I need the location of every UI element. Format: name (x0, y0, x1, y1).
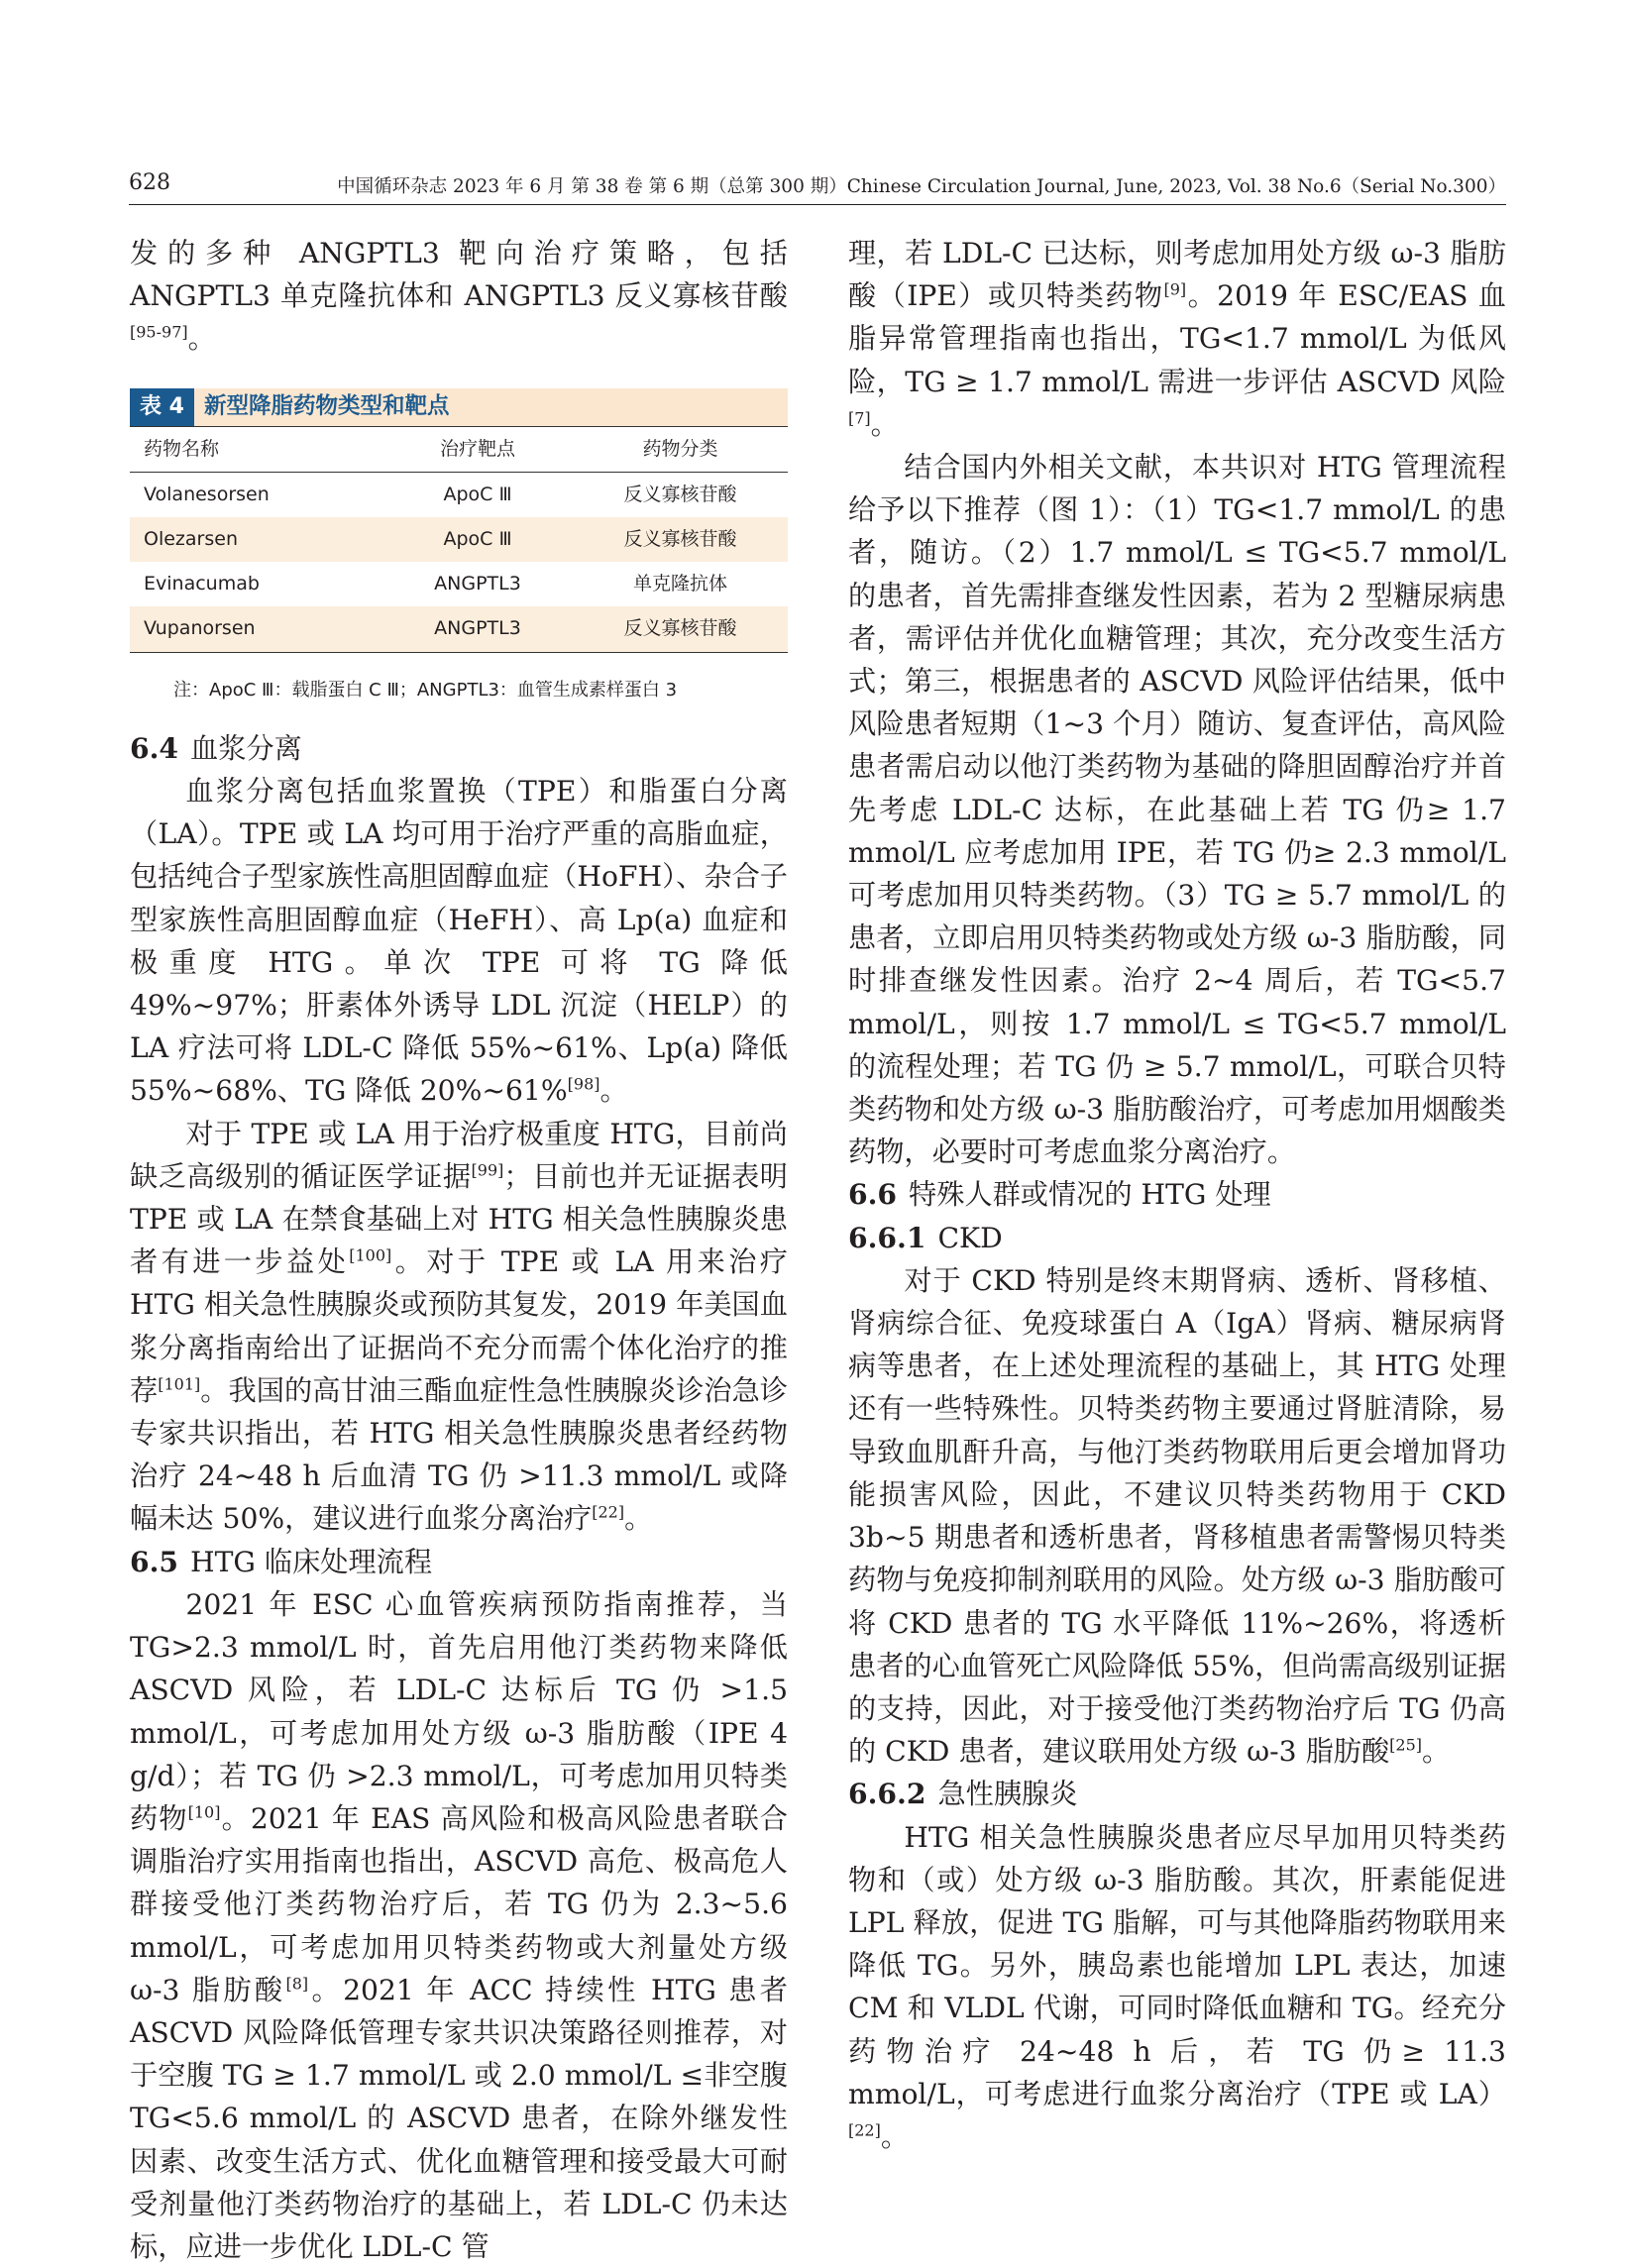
citation: [9] (1163, 279, 1187, 299)
paragraph: 对于 CKD 特别是终末期肾病、透析、肾移植、肾病综合征、免疫球蛋白 A（IgA）肾病、糖尿病肾病等患者，在上述处理流程的基础上，其 HTG 处理还有一些特殊性。贝特类药物主要通过肾脏清除，易导致血肌酐升高，与他汀类药物联用后更会增加肾功能损害风险，因此，不建议贝特类药物用于 CKD 3b~5 期患者和透析患者，肾移植患者需警惕贝特类药物与免疫抑制剂联用的风险。处方级 ω-3 脂肪酸可将 CKD 患者的 TG 水平降低 11%~26%，将透析患者的心血管死亡风险降低 55%，但尚需高级别证据的支持，因此，对于接受他汀类药物治疗后 TG 仍高的 CKD 患者，建议联用处方级 ω-3 脂肪酸[25]。 (848, 1263, 1506, 1769)
table-cell: Volanesorsen (144, 483, 270, 505)
paragraph: 理，若 LDL-C 已达标，则考虑加用处方级 ω-3 脂肪酸（IPE）或贝特类药物[9]。2019 年 ESC/EAS 血脂异常管理指南也指出，TG<1.7 mmol/L 为低风险，TG ≥ 1.7 mmol/L 需进一步评估 ASCVD 风险[7]。 (848, 237, 1506, 441)
citation: [98] (567, 1075, 600, 1095)
left-column (130, 232, 788, 2268)
citation: [7] (848, 408, 871, 428)
paragraph: 对于 TPE 或 LA 用于治疗极重度 HTG，目前尚缺乏高级别的循证医学证据[99]；目前也并无证据表明 TPE 或 LA 在禁食基础上对 HTG 相关急性胰腺炎患者有进一步益处[100]。对于 TPE 或 LA 用来治疗 HTG 相关急性胰腺炎或预防其复发，2019 年美国血浆分离指南给出了证据尚不充分而需个体化治疗的推荐[101]。我国的高甘油三酯血症性急性胰腺炎诊治急诊专家共识指出，若 HTG 相关急性胰腺炎患者经药物治疗 24~48 h 后血清 TG 仍 >11.3 mmol/L 或降幅未达 50%，建议进行血浆分离治疗[22]。 (130, 1117, 788, 1536)
subsection-heading: 6.6.2 急性胰腺炎 (848, 1778, 1078, 1811)
table-header-row (130, 426, 788, 472)
table-row (130, 606, 788, 652)
citation: [22] (592, 1503, 625, 1523)
table-title: 新型降脂药物类型和靶点 (203, 393, 450, 420)
section-heading: 6.6 特殊人群或情况的 HTG 处理 (848, 1178, 1271, 1212)
table-cell: 反义寡核苷酸 (573, 606, 788, 652)
section-heading: 6.4 血浆分离 (130, 731, 302, 765)
citation: [10] (187, 1802, 221, 1822)
paragraph: 血浆分离包括血浆置换（TPE）和脂蛋白分离（LA）。TPE 或 LA 均可用于治疗严重的高脂血症，包括纯合子型家族性高胆固醇血症（HoFH）、杂合子型家族性高胆固醇血症（HeFH）、高 Lp(a) 血症和极重度 HTG。单次 TPE 可将 TG 降低 49%~97%；肝素体外诱导 LDL 沉淀（HELP）的 LA 疗法可将 LDL-C 降低 55%~61%、Lp(a) 降低 55%~68%、TG 降低 20%~61%[98]。 (130, 775, 788, 1108)
paragraph: HTG 相关急性胰腺炎患者应尽早加用贝特类药物和（或）处方级 ω-3 脂肪酸。其次，肝素能促进 LPL 释放，促进 TG 脂解，可与其他降脂药物联用来降低 TG。另外，胰岛素也能增加 LPL 表达，加速 CM 和 VLDL 代谢，可同时降低血糖和 TG。经充分药物治疗 24~48 h 后，若 TG 仍≥ 11.3 mmol/L，可考虑进行血浆分离治疗（TPE 或 LA）[22]。 (848, 1820, 1506, 2153)
page-number: 628 (129, 170, 170, 195)
table-row (130, 472, 788, 517)
section-heading: 6.5 HTG 临床处理流程 (130, 1545, 433, 1578)
paragraph: 发的多种 ANGPTL3 靶向治疗策略，包括 ANGPTL3 单克隆抗体和 ANGPTL3 反义寡核苷酸[95-97]。 (130, 237, 788, 356)
table-cell: Evinacumab (144, 573, 260, 595)
citation: [25] (1389, 1735, 1422, 1755)
table-cell: 反义寡核苷酸 (573, 517, 788, 562)
table-label: 表 4 (130, 388, 194, 426)
table-caption (130, 388, 788, 426)
table-cell: ANGPTL3 (434, 573, 521, 595)
table-row (130, 562, 788, 606)
subsection-heading: 6.6.1 CKD (848, 1221, 1003, 1254)
citation: [101] (158, 1374, 201, 1394)
table-cell: 反义寡核苷酸 (623, 483, 737, 505)
column-header: 治疗靶点 (382, 426, 573, 472)
table-row (130, 517, 788, 562)
citation: [8] (285, 1974, 309, 1994)
table-cell: 单克隆抗体 (632, 573, 727, 595)
drug-table (130, 426, 788, 653)
paragraph: 2021 年 ESC 心血管疾病预防指南推荐，当 TG>2.3 mmol/L 时，首先启用他汀类药物来降低 ASCVD 风险，若 LDL-C 达标后 TG 仍 >1.5 mmol/L，可考虑加用处方级 ω-3 脂肪酸（IPE 4 g/d）；若 TG 仍 >2.3 mmol/L，可考虑加用贝特类药物[10]。2021 年 EAS 高风险和极高风险患者联合调脂治疗实用指南也指出，ASCVD 高危、极高危人群接受他汀类药物治疗后，若 TG 仍为 2.3~5.6 mmol/L，可考虑加用贝特类药物或大剂量处方级 ω-3 脂肪酸[8]。2021 年 ACC 持续性 HTG 患者 ASCVD 风险降低管理专家共识决策路径则推荐，对于空腹 TG ≥ 1.7 mmol/L 或 2.0 mmol/L ≤非空腹 TG<5.6 mmol/L 的 ASCVD 患者，在除外继发性因素、改变生活方式、优化血糖管理和接受最大可耐受剂量他汀类药物治疗的基础上，若 LDL-C 仍未达标，应进一步优化 LDL-C 管 (130, 1587, 788, 2263)
citation: [22] (848, 2120, 881, 2140)
citation: [95-97] (130, 323, 188, 343)
citation: [100] (349, 1245, 392, 1265)
table-4 (130, 388, 788, 711)
table-cell: ApoC Ⅲ (443, 483, 512, 505)
column-header: 药物名称 (130, 426, 382, 472)
paragraph: 结合国内外相关文献，本共识对 HTG 管理流程给予以下推荐（图 1）：（1）TG<1.7 mmol/L 的患者，随访。（2）1.7 mmol/L ≤ TG<5.7 mmol/L 的患者，首先需排查继发性因素，若为 2 型糖尿病患者，需评估并优化血糖管理；其次，充分改变生活方式；第三，根据患者的 ASCVD 风险评估结果，低中风险患者短期（1~3 个月）随访、复查评估，高风险患者需启动以他汀类药物为基础的降胆固醇治疗并首先考虑 LDL-C 达标，在此基础上若 TG 仍≥ 1.7 mmol/L 应考虑加用 IPE，若 TG 仍≥ 2.3 mmol/L 可考虑加用贝特类药物。（3）TG ≥ 5.7 mmol/L 的患者，立即启用贝特类药物或处方级 ω-3 脂肪酸，同时排查继发性因素。治疗 2~4 周后，若 TG<5.7 mmol/L，则按 1.7 mmol/L ≤ TG<5.7 mmol/L 的流程处理；若 TG 仍 ≥ 5.7 mmol/L，可联合贝特类药物和处方级 ω-3 脂肪酸治疗，可考虑加用烟酸类药物，必要时可考虑血浆分离治疗。 (848, 451, 1506, 1169)
table-cell: ANGPTL3 (382, 606, 573, 652)
table-cell: Olezarsen (130, 517, 382, 562)
table-cell: ApoC Ⅲ (382, 517, 573, 562)
journal-citation: 中国循环杂志 2023 年 6 月 第 38 卷 第 6 期（总第 300 期）Chinese Circulation Journal, June, 2023, Vol. 38 No.6（Serial No.300） (337, 176, 1506, 197)
column-header: 药物分类 (573, 426, 788, 472)
citation: [99] (471, 1160, 504, 1180)
right-column (848, 232, 1506, 2158)
table-note: 注：ApoC Ⅲ：载脂蛋白 C Ⅲ；ANGPTL3：血管生成素样蛋白 3 (173, 679, 678, 701)
running-header (129, 164, 1506, 205)
table-cell: Vupanorsen (130, 606, 382, 652)
